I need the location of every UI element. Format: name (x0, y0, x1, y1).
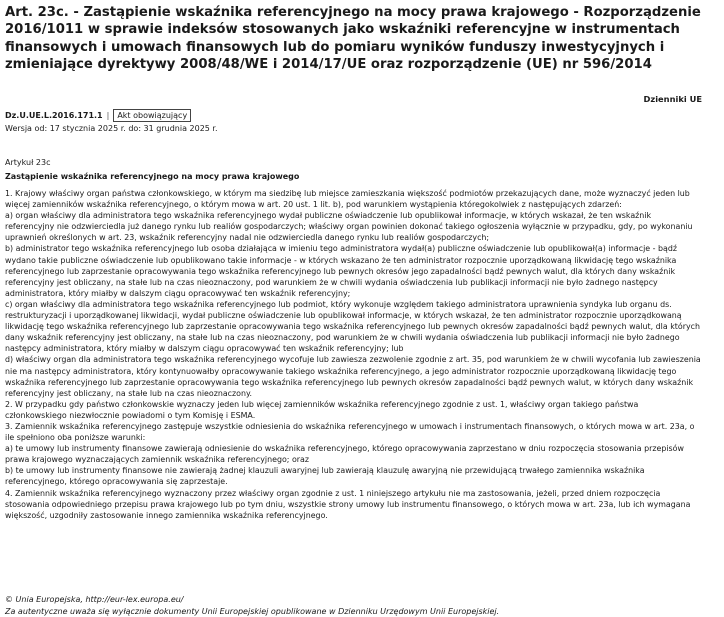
document-title: Art. 23c. - Zastąpienie wskaźnika referencyjnego na mocy prawa krajowego - Rozporządzenie 2016/1011 w sprawie indeksów stosowanych jako wskaźniki referencyjne w instrumentach finansowych i umowach finansowych lub do pomiaru wyników funduszy inwestycyjnych i zmieniające dyrektywy 2008/48/WE i 2014/17/UE oraz rozporządzenie (UE) nr 596/2014 (5, 5, 701, 72)
paragraph: 2. W przypadku gdy państwo członkowskie wyznaczy jeden lub więcej zamienników wskaźnika referencyjnego zgodnie z ust. 1, właściwy organ takiego państwa członkowskiego niezwłocznie powiadomi o tym Komisję i ESMA. (5, 399, 639, 420)
article-label: Artykuł 23c (5, 158, 51, 167)
footer-note: Za autentyczne uważa się wyłącznie dokumenty Unii Europejskiej opublikowane w Dzienniku Urzędowym Unii Europejskiej. (5, 607, 500, 616)
paragraph: d) właściwy organ dla administratora tego wskaźnika referencyjnego wycofuje lub zawiesza zezwolenie zgodnie z art. 35, pod warunkiem że w chwili wycofania lub zawieszenia nie ma następcy administratora, który kontynuowałby opracowywanie takiego wskaźnika referencyjnego, a jego administrator rozpocznie uporządkowaną likwidację tego wskaźnika referencyjnego lub zaprzestanie opracowywania tego wskaźnika referencyjnego lub pewnych okresów zapadalności bądź pewnych walut, w których dany wskaźnik referencyjny jest obliczany, na stałe lub na czas nieoznaczony. (5, 355, 701, 398)
paragraph: b) administrator tego wskaźnika referencyjnego lub osoba działająca w imieniu tego administratora wydał(a) publiczne oświadczenie lub opublikował(a) informacje - bądź wydano takie publiczne oświadczenie lub opublikowano takie informacje - w których wskazano że ten administrator rozpocznie uporządkowaną likwidację tego wskaźnika referencyjnego lub zaprzestanie opracowywania tego wskaźnika referencyjnego lub pewnych okresów jego zapadalności bądź pewnych walut, dla których dany wskaźnik referencyjny jest obliczany, na stałe lub na czas nieoznaczony, pod warunkiem że w chwili wydania oświadczenia lub publikacji informacji nie było żadnego następcy administratora, który miałby w dalszym ciągu opracowywać ten wskaźnik referencyjny; (5, 244, 678, 298)
paragraph: 1. Krajowy właściwy organ państwa członkowskiego, w którym ma siedzibę lub miejsce zamieszkania większość podmiotów przekazujących dane, może wyznaczyć jeden lub więcej zamienników wskaźnika referencyjnego, o którym mowa w art. 20 ust. 1 lit. b), pod warunkiem wystąpienia któregokolwiek z następujących zdarzeń: (5, 189, 690, 210)
paragraph: a) te umowy lub instrumenty finansowe zawierają odniesienie do wskaźnika referencyjnego, którego opracowywania zaprzestano w dniu rozpoczęcia stosowania przepisów prawa krajowego wyznaczających zamiennik wskaźnika referencyjnego; oraz (5, 444, 684, 465)
footer-copyright[interactable]: © Unia Europejska, http://eur-lex.europa.eu/ (5, 595, 184, 604)
article-heading: Zastąpienie wskaźnika referencyjnego na mocy prawa krajowego (5, 172, 300, 181)
paragraph: b) te umowy lub instrumenty finansowe nie zawierają żadnej klauzuli awaryjnej lub zawierają klauzulę awaryjną nie przewidującą trwałego zamiennika wskaźnika referencyjnego, którego opracowywania się zaprzestaje. (5, 466, 645, 487)
meta-separator: | (106, 111, 110, 120)
publisher-label: Dzienniki UE (643, 94, 702, 104)
paragraph: 4. Zamiennik wskaźnika referencyjnego wyznaczony przez właściwy organ zgodnie z ust. 1 niniejszego artykułu nie ma zastosowania, jeżeli, przed dniem rozpoczęcia stosowania odpowiedniego przepisu prawa krajowego lub po tym dniu, wszystkie strony umowy lub instrumentu finansowego, o których mowa w art. 23a, lub ich wymagana większość, uzgodniły zastosowanie innego zamiennika wskaźnika referencyjnego. (5, 488, 691, 520)
paragraph: a) organ właściwy dla administratora tego wskaźnika referencyjnego wydał publiczne oświadczenie lub opublikował informacje, w których wskazał, że ten wskaźnik referencyjny nie odzwierciedla już danego rynku lub realiów gospodarczych; właściwy organ powinien dokonać takiego ogłoszenia wyłącznie w przypadku, gdy, po wykonaniu uprawnień określonych w art. 23, wskaźnik referencyjny nadal nie odzwierciedla danego rynku lub realiów gospodarczych; (5, 211, 693, 243)
paragraph: 3. Zamiennik wskaźnika referencyjnego zastępuje wszystkie odniesienia do wskaźnika referencyjnego w umowach i instrumentach finansowych, o których mowa w art. 23a, o ile spełniono oba poniższe warunki: (5, 421, 695, 443)
celex-number: Dz.U.UE.L.2016.171.1 (5, 111, 103, 120)
document-meta (5, 109, 191, 122)
article-body (5, 188, 702, 521)
version-range: Wersja od: 17 stycznia 2025 r. do: 31 grudnia 2025 r. (5, 124, 218, 133)
paragraph: c) organ właściwy dla administratora tego wskaźnika referencyjnego lub podmiot, który wykonuje względem takiego administratora uprawnienia syndyka lub organu ds. restrukturyzacji i uporządkowanej likwidacji, wydał publiczne oświadczenie lub opublikował informacje, w których wskazał, że ten administrator rozpocznie uporządkowaną likwidację tego wskaźnika referencyjnego lub zaprzestanie opracowywania tego wskaźnika referencyjnego lub pewnych okresów zapadalności bądź pewnych walut, dla których dany wskaźnik referencyjny jest obliczany, na stałe lub na czas nieoznaczony, pod warunkiem że w chwili wydania oświadczenia lub publikacji informacji nie było żadnego następcy administratora, który miałby w dalszym ciągu opracowywać ten wskaźnik referencyjny; lub (5, 299, 700, 354)
status-badge: Akt obowiązujący (113, 109, 191, 122)
